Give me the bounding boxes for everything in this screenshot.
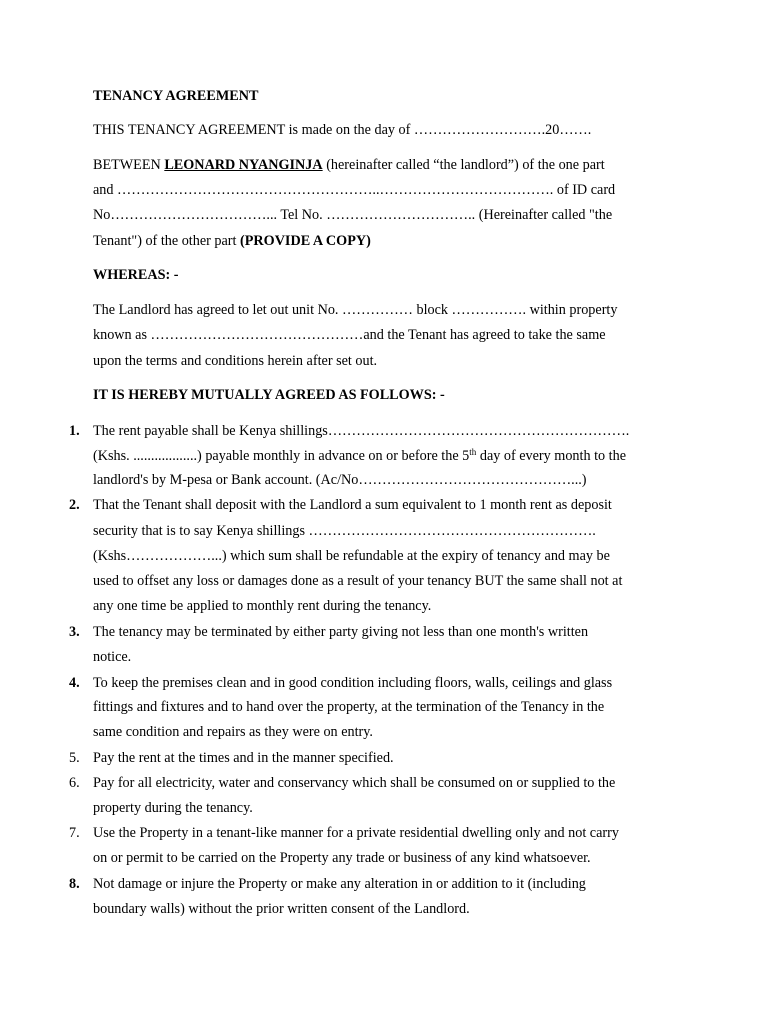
clause-line: fittings and fixtures and to hand over the property, at the termination of the Tenancy in the: [93, 699, 605, 715]
clause-number: 6.: [69, 775, 80, 791]
parties-line-2: and ………………………………………………..………………………………. of ID card: [93, 182, 616, 198]
clause-line: To keep the premises clean and in good condition including floors, walls, ceilings and glass: [93, 675, 613, 691]
clause-line-text: day of every month to the: [476, 448, 627, 464]
clause-line: [93, 448, 626, 465]
agreed-heading: IT IS HEREBY MUTUALLY AGREED AS FOLLOWS: -: [93, 387, 445, 403]
clause-line: security that is to say Kenya shillings …………………………………………………….: [93, 523, 596, 539]
clause-line: used to offset any loss or damages done as a result of your tenancy BUT the same shall not at: [93, 573, 623, 589]
provide-copy-note: (PROVIDE A COPY): [240, 233, 371, 249]
clause-line: landlord's by M-pesa or Bank account. (Ac/No………………………………………...): [93, 472, 587, 488]
clause-line: Not damage or injure the Property or make any alteration in or addition to it (including: [93, 876, 586, 892]
clause-line: The rent payable shall be Kenya shillings……………………………………………………….: [93, 423, 630, 439]
clause-line: notice.: [93, 649, 132, 665]
intro-line: THIS TENANCY AGREEMENT is made on the day of ……………………….20…….: [93, 122, 592, 138]
landlord-name: LEONARD NYANGINJA: [164, 157, 323, 173]
clause-number: 8.: [69, 876, 80, 892]
clause-line: Pay the rent at the times and in the manner specified.: [93, 750, 394, 766]
whereas-heading: WHEREAS: -: [93, 267, 179, 283]
clause-number: 1.: [69, 423, 80, 439]
clause-number: 3.: [69, 624, 80, 640]
clause-number: 4.: [69, 675, 80, 691]
clause-line: any one time be applied to monthly rent during the tenancy.: [93, 598, 432, 614]
clause-number: 5.: [69, 750, 80, 766]
whereas-line: The Landlord has agreed to let out unit No. …………… block ……………. within property: [93, 302, 618, 318]
parties-line-4-text: Tenant") of the other part: [93, 233, 241, 249]
clause-line: Use the Property in a tenant-like manner for a private residential dwelling only and not carry: [93, 825, 619, 841]
between-suffix: (hereinafter called “the landlord”) of the one part: [322, 157, 605, 173]
clause-line: boundary walls) without the prior written consent of the Landlord.: [93, 901, 470, 917]
clause-line: (Kshs………………...) which sum shall be refundable at the expiry of tenancy and may be: [93, 548, 610, 564]
clause-line-text: (Kshs. ..................) payable monthly in advance on or before the 5: [93, 448, 470, 464]
whereas-line: known as ………………………………………and the Tenant has agreed to take the same: [93, 327, 606, 343]
clause-line: That the Tenant shall deposit with the Landlord a sum equivalent to 1 month rent as deposit: [93, 497, 612, 513]
between-prefix: BETWEEN: [93, 157, 165, 173]
clause-line: on or permit to be carried on the Property any trade or business of any kind whatsoever.: [93, 850, 591, 866]
parties-line-1: [93, 157, 605, 174]
clause-number: 2.: [69, 497, 80, 513]
clause-line: The tenancy may be terminated by either party giving not less than one month's written: [93, 624, 589, 640]
whereas-line: upon the terms and conditions herein after set out.: [93, 353, 378, 369]
clause-line: property during the tenancy.: [93, 800, 253, 816]
parties-line-4: [93, 233, 371, 250]
clause-line: same condition and repairs as they were on entry.: [93, 724, 373, 740]
clause-number: 7.: [69, 825, 80, 841]
ordinal-suffix: th: [469, 447, 477, 457]
clause-line: Pay for all electricity, water and conservancy which shall be consumed on or supplied to the: [93, 775, 616, 791]
parties-line-3: No……………………………... Tel No. ………………………….. (Hereinafter called "the: [93, 207, 613, 223]
document-title: TENANCY AGREEMENT: [93, 88, 259, 104]
